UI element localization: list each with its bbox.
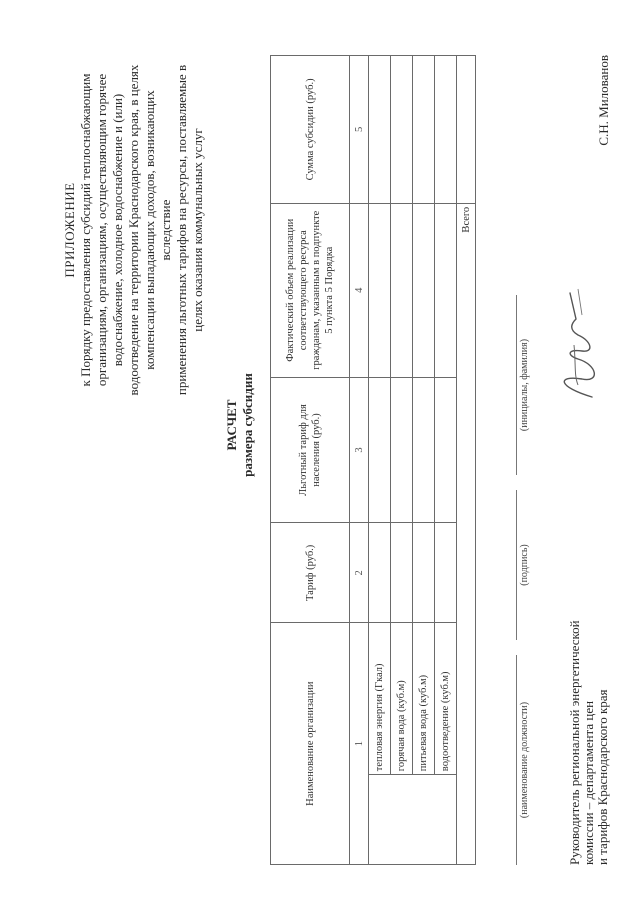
- table-header-row: [271, 56, 350, 865]
- document-title: [224, 265, 256, 585]
- signature-line: [516, 490, 517, 640]
- signatory-title-line: и тарифов Краснодарского края: [595, 689, 610, 865]
- column-number-row: [350, 56, 369, 865]
- appendix-line: применения льготных тарифов на ресурсы, поставляемые в: [174, 64, 189, 396]
- subsidy-table: [270, 55, 476, 865]
- appendix-line: целях оказания коммунальных услуг: [190, 128, 205, 332]
- organization-cell: [369, 775, 457, 865]
- initials-caption: (инициалы, фамилия): [519, 338, 530, 432]
- document-title-line2: размера субсидии: [240, 373, 255, 477]
- resource-label: питьевая вода (куб.м): [413, 623, 435, 775]
- total-value: [457, 56, 476, 204]
- table-row: [369, 56, 391, 865]
- document-title-line1: РАСЧЕТ: [224, 399, 239, 451]
- appendix-line: организациям, организациям, осуществляющим горячее: [94, 73, 109, 387]
- header-actual-volume: Фактический объем реализации соответствующего ресурса гражданам, указанным в подпункте 5 пункта 5 Порядка: [271, 203, 350, 377]
- appendix-line: водоснабжение, холодное водоснабжение и (или): [110, 93, 125, 367]
- appendix-line: к Порядку предоставления субсидий теплоснабжающим: [78, 73, 93, 387]
- signatory-name: С.Н. Милованов: [596, 55, 611, 146]
- column-number: 5: [350, 56, 369, 204]
- total-label: Всего: [457, 203, 476, 864]
- signature-caption: (подпись): [519, 544, 530, 586]
- header-tariff: Тариф (руб.): [271, 523, 350, 623]
- handwritten-signature: [548, 285, 608, 405]
- appendix-title: ПРИЛОЖЕНИЕ: [62, 182, 77, 278]
- total-row: [457, 56, 476, 865]
- resource-label: тепловая энергия (Гкал): [369, 623, 391, 775]
- appendix-heading: [62, 60, 206, 400]
- appendix-line: компенсации выпадающих доходов, возникающих вследствие: [142, 90, 173, 370]
- table-row: [391, 56, 413, 865]
- header-preferential-tariff: Льготный тариф для населения (руб.): [271, 377, 350, 523]
- table-row: [413, 56, 435, 865]
- signatory-title-line: комиссии – департамента цен: [581, 700, 596, 865]
- resource-label: водоотведение (куб.м): [435, 623, 457, 775]
- column-number: 4: [350, 203, 369, 377]
- resource-label: горячая вода (куб.м): [391, 623, 413, 775]
- position-caption: (наименование должности): [519, 701, 530, 819]
- column-number: 2: [350, 523, 369, 623]
- signatory-title-line: Руководитель региональной энергетической: [567, 620, 582, 865]
- signatory-title: [568, 535, 610, 865]
- appendix-line: водоотведение на территории Краснодарского края, в целях: [126, 64, 141, 396]
- initials-line: [516, 295, 517, 475]
- table-row: [435, 56, 457, 865]
- header-subsidy-sum: Сумма субсидии (руб.): [271, 56, 350, 204]
- position-line: [516, 655, 517, 865]
- header-organization: Наименование организации: [271, 623, 350, 865]
- column-number: 1: [350, 623, 369, 865]
- column-number: 3: [350, 377, 369, 523]
